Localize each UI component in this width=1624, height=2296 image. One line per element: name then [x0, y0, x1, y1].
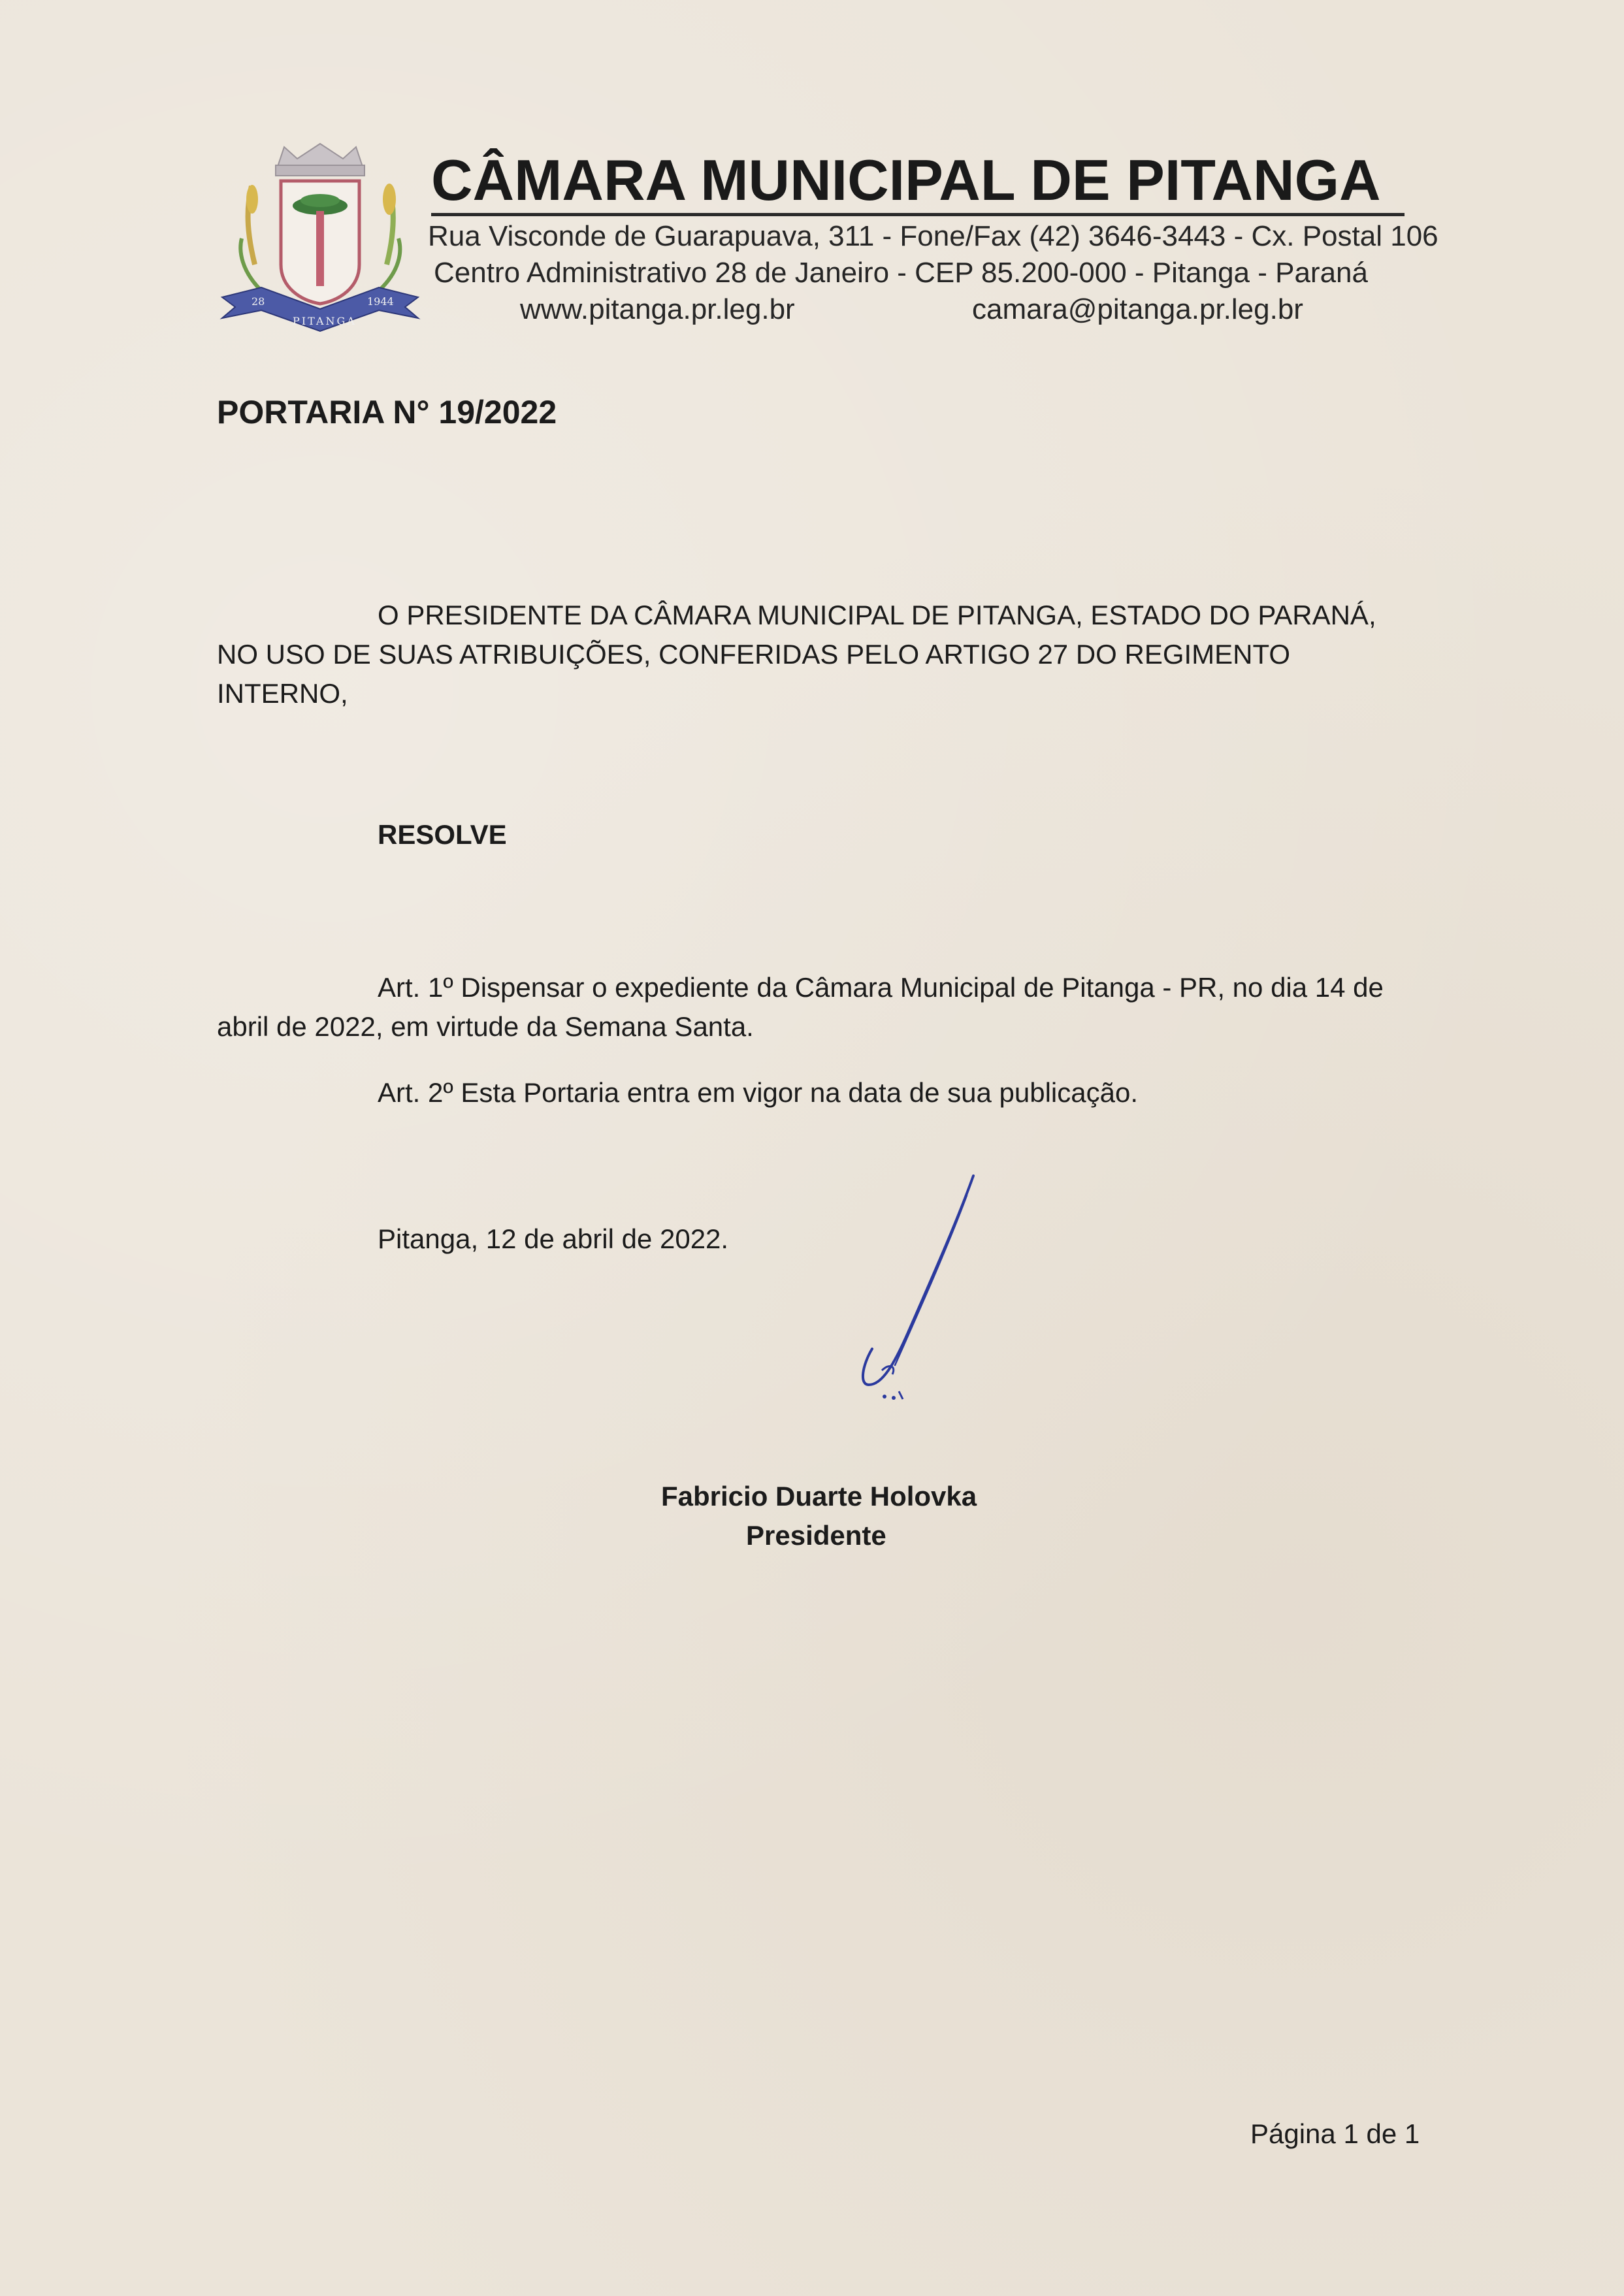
document-title: PORTARIA N° 19/2022 — [217, 394, 557, 430]
preamble-word: DE — [333, 639, 371, 670]
preamble-line-1: O PRESIDENTE DA CÂMARA MUNICIPAL DE PITANGA, ESTADO DO PARANÁ, — [378, 600, 1376, 630]
handwritten-signature-icon — [817, 1169, 1013, 1417]
header-email: camara@pitanga.pr.leg.br — [972, 293, 1303, 325]
svg-text:PITANGA: PITANGA — [293, 315, 357, 327]
header-website: www.pitanga.pr.leg.br — [520, 293, 795, 325]
place-and-date: Pitanga, 12 de abril de 2022. — [378, 1223, 729, 1254]
preamble — [217, 596, 1419, 713]
preamble-word: SUAS — [378, 639, 453, 670]
header-address: Rua Visconde de Guarapuava, 311 - Fone/Fax (42) 3646-3443 - Cx. Postal 106 — [428, 220, 1438, 252]
preamble-word: USO — [265, 639, 325, 670]
page-number: Página 1 de 1 — [1250, 2118, 1420, 2149]
signer-role: Presidente — [746, 1520, 886, 1551]
preamble-line-2 — [217, 635, 1419, 674]
preamble-word: NO — [217, 639, 258, 670]
preamble-word: ATRIBUIÇÕES, — [459, 639, 651, 670]
preamble-word: 27 — [1037, 639, 1069, 670]
preamble-line-3: INTERNO, — [217, 678, 348, 709]
signer-name: Fabricio Duarte Holovka — [661, 1481, 977, 1512]
preamble-word: ARTIGO — [925, 639, 1030, 670]
preamble-word: CONFERIDAS — [658, 639, 839, 670]
resolve-heading: RESOLVE — [378, 819, 507, 850]
article-1 — [217, 968, 1419, 1046]
article-2: Art. 2º Esta Portaria entra em vigor na data de sua publicação. — [378, 1077, 1138, 1108]
preamble-word: REGIMENTO — [1124, 639, 1291, 670]
preamble-word: DO — [1075, 639, 1117, 670]
svg-text:28: 28 — [252, 295, 265, 308]
article-1-line-2: abril de 2022, em virtude da Semana Santa. — [217, 1011, 754, 1042]
article-1-line-1: Art. 1º Dispensar o expediente da Câmara Municipal de Pitanga - PR, no dia 14 de — [378, 972, 1384, 1003]
chamber-name: CÂMARA MUNICIPAL DE PITANGA — [431, 148, 1381, 212]
preamble-word: PELO — [846, 639, 920, 670]
header-divider — [431, 213, 1405, 216]
svg-text:1944: 1944 — [367, 295, 394, 308]
coat-of-arms-icon — [216, 140, 425, 356]
header-center-address: Centro Administrativo 28 de Janeiro - CEP 85.200-000 - Pitanga - Paraná — [434, 257, 1368, 289]
